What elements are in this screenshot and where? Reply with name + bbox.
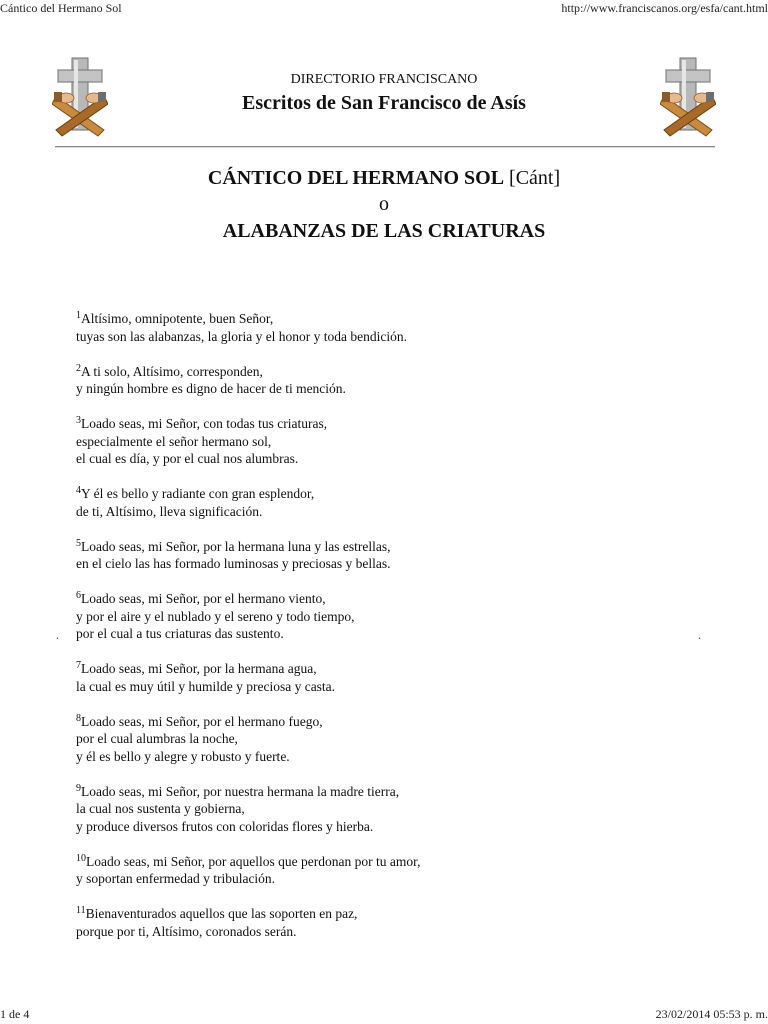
print-header-url[interactable]: http://www.franciscanos.org/esfa/cant.html [561,1,768,15]
stanza [76,660,696,695]
directory-kicker: DIRECTORIO FRANCISCANO [290,72,478,87]
verse-number: 8 [76,712,81,724]
stanza [76,363,696,398]
stanza-line [76,800,696,818]
stanza [76,590,696,643]
verse-text: porque por ti, Altísimo, coronados serán. [76,923,297,939]
margin-mark-right: . [698,628,701,642]
verse-text: la cual nos sustenta y gobierna, [76,801,245,816]
verse-text: Loado seas, mi Señor, por la hermana luna y las estrellas, [81,538,391,554]
verse-text: en el cielo las has formado luminosas y preciosas y bellas. [76,556,391,571]
verse-text: Bienaventurados aquellos que las soporten en paz, [85,906,358,921]
verse-number: 7 [76,660,81,671]
stanza-line [76,590,696,608]
stanza-line [76,713,696,731]
stanza-line [76,748,696,766]
verse-number: 5 [76,537,81,549]
verse-text: por el cual alumbras la noche, [76,731,238,746]
page-subtitle: ALABANZAS DE LAS CRIATURAS [222,220,546,242]
verse-text: y por el aire y el nublado y el sereno y todo tiempo, [76,608,355,624]
stanza-line [76,660,696,678]
verse-text: Loado seas, mi Señor, por aquellos que perdonan por tu amor, [86,853,421,869]
verse-number: 11 [76,905,86,916]
stanza-line [76,433,696,451]
page-title [0,165,768,191]
stanza-line [76,363,696,381]
title-conjunction: o [379,193,389,215]
verse-number: 10 [76,852,86,864]
verse-number: 9 [76,782,81,794]
verse-text: por el cual a tus criaturas das sustento. [76,626,284,641]
header-divider [55,146,715,148]
stanza-line [76,555,696,573]
stanza [76,538,696,573]
stanza-line [76,625,696,643]
stanza-line [76,503,696,521]
verse-text: la cual es muy útil y humilde y preciosa y casta. [76,678,336,694]
stanza-line [76,538,696,556]
page-title-text: CÁNTICO DEL HERMANO SOL [207,167,505,189]
verse-text: el cual es día, y por el cual nos alumbras. [76,451,299,466]
verse-text: Loado seas, mi Señor, por nuestra hermana la madre tierra, [81,783,400,799]
stanza-line [76,923,696,941]
stanza-line [76,328,696,346]
print-header-title: Cántico del Hermano Sol [0,1,122,15]
verse-text: Loado seas, mi Señor, por el hermano viento, [81,591,326,606]
stanza-line [76,608,696,626]
verse-text: y ningún hombre es digno de hacer de ti mención. [76,381,346,396]
verse-text: y soportan enfermedad y tribulación. [76,871,276,886]
stanza [76,415,696,468]
verse-number: 1 [76,310,81,321]
verse-number: 2 [76,362,81,374]
stanza-line [76,450,696,468]
stanza-line [76,415,696,433]
stanza-line [76,485,696,503]
stanza [76,310,696,345]
verse-text: Loado seas, mi Señor, con todas tus criaturas, [81,416,328,431]
site-title: Escritos de San Francisco de Asís [242,92,526,114]
verse-text: y él es bello y alegre y robusto y fuerte. [76,748,290,764]
stanza-line [76,853,696,871]
stanza-line [76,905,696,923]
stanza-line [76,783,696,801]
verse-text: tuyas son las alabanzas, la gloria y el honor y toda bendición. [76,328,408,344]
stanza-line [76,870,696,888]
verse-text: de ti, Altísimo, lleva significación. [76,503,263,519]
verse-text: Y él es bello y radiante con gran esplendor, [81,486,315,501]
stanza-line [76,730,696,748]
stanza [76,713,696,766]
verse-text: A ti solo, Altísimo, corresponden, [81,363,263,379]
verse-text: y produce diversos frutos con coloridas flores y hierba. [76,818,374,834]
stanza [76,853,696,888]
stanza-line [76,678,696,696]
margin-mark-left: . [56,628,59,642]
canticle-text [76,310,696,958]
stanza-line [76,818,696,836]
stanza-line [76,380,696,398]
print-footer-datetime: 23/02/2014 05:53 p. m. [655,1007,768,1021]
stanza [76,783,696,836]
verse-number: 3 [76,415,81,426]
verse-text: Loado seas, mi Señor, por el hermano fuego, [81,713,323,729]
verse-text: especialmente el señor hermano sol, [76,433,272,449]
stanza [76,905,696,940]
verse-number: 4 [76,485,81,496]
print-footer-page: 1 de 4 [0,1007,30,1021]
verse-number: 6 [76,590,81,601]
page-title-abbrev: [Cánt] [509,167,561,189]
stanza-line [76,310,696,328]
verse-text: Loado seas, mi Señor, por la hermana agua, [81,661,317,676]
stanza [76,485,696,520]
verse-text: Altísimo, omnipotente, buen Señor, [81,311,274,326]
